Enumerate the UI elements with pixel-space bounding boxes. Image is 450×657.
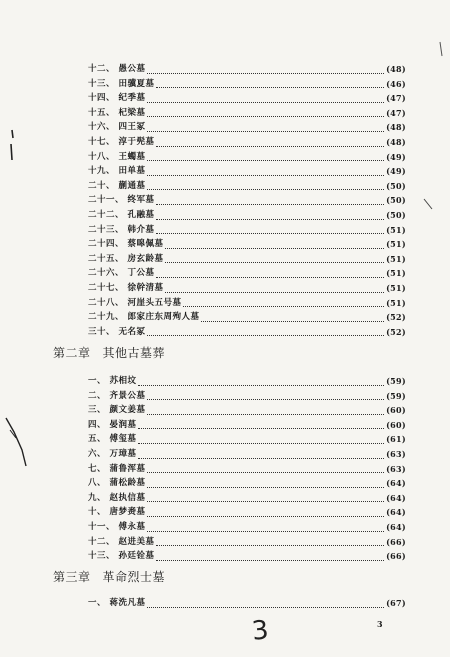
entry-page: (47) — [386, 93, 406, 104]
entry-title: 一、 蒋洗凡墓 — [88, 598, 146, 608]
entry-page: (63) — [386, 449, 406, 459]
entry-title: 三十、 无名冢 — [88, 326, 146, 337]
entry-page: (64) — [386, 522, 406, 532]
dot-leader — [201, 320, 384, 322]
toc-entry — [88, 78, 406, 91]
dot-leader — [156, 218, 384, 220]
toc-entry — [88, 136, 406, 149]
dot-leader — [147, 530, 384, 532]
toc-entry — [88, 448, 406, 461]
dot-leader — [138, 442, 384, 444]
entry-page: (51) — [386, 297, 406, 308]
dot-leader — [147, 486, 384, 488]
entry-page: (48) — [386, 64, 406, 74]
dot-leader — [147, 500, 384, 502]
toc-entry — [88, 297, 406, 310]
chapter-heading — [53, 344, 165, 362]
entry-title: 二十五、 房玄龄墓 — [88, 253, 164, 264]
entry-page: (48) — [386, 122, 406, 133]
toc-entry — [88, 463, 406, 476]
dot-leader — [147, 115, 384, 117]
entry-page: (50) — [386, 210, 406, 220]
entry-page: (51) — [386, 253, 406, 264]
entry-page: (64) — [386, 507, 406, 518]
toc-entry — [88, 419, 406, 432]
page-number: 3 — [377, 619, 383, 629]
dot-leader — [147, 101, 384, 103]
toc-entry — [88, 151, 406, 164]
dot-leader — [147, 188, 384, 190]
dot-leader — [156, 145, 384, 147]
toc-entry — [88, 194, 406, 207]
entry-page: (67) — [386, 598, 406, 608]
toc-entry — [88, 224, 406, 237]
entry-title: 二十九、 郎家庄东周殉人墓 — [88, 312, 200, 323]
toc-entry — [88, 477, 406, 490]
entry-title: 二、 齐景公墓 — [88, 390, 146, 401]
entry-title: 二十三、 韩介墓 — [88, 224, 155, 235]
entry-title: 十三、 孙廷铨墓 — [88, 551, 155, 562]
dot-leader — [147, 130, 384, 132]
entry-title: 二十、 蒯通墓 — [88, 180, 146, 191]
entry-page: (49) — [386, 166, 406, 177]
dot-leader — [165, 261, 384, 263]
entry-page: (60) — [386, 419, 406, 430]
toc-entry — [88, 63, 406, 76]
handwritten-number: 3 — [250, 615, 271, 647]
dot-leader — [156, 232, 384, 234]
dot-leader — [156, 86, 384, 88]
dot-leader — [147, 334, 384, 336]
chapter-title: 革命烈士墓 — [102, 570, 166, 584]
toc-entry — [88, 107, 406, 120]
entry-title: 十、 唐梦赉墓 — [88, 507, 146, 518]
entry-page: (51) — [386, 224, 406, 235]
dot-leader — [156, 276, 384, 278]
entry-page: (47) — [386, 107, 406, 118]
entry-title: 九、 赵执信墓 — [88, 492, 146, 503]
entry-page: (52) — [386, 326, 406, 337]
entry-page: (50) — [386, 195, 406, 206]
entry-page: (61) — [386, 434, 406, 445]
dot-leader — [147, 606, 384, 608]
scan-mark — [436, 40, 448, 60]
dot-leader — [147, 174, 384, 176]
entry-title: 二十七、 徐幹清墓 — [88, 283, 164, 293]
entry-title: 十四、 纪季墓 — [88, 93, 146, 104]
toc-entry — [88, 536, 406, 549]
entry-page: (46) — [386, 78, 406, 89]
entry-page: (60) — [386, 405, 406, 416]
entry-page: (59) — [386, 390, 406, 401]
entry-title: 五、 傅玺墓 — [88, 434, 137, 445]
toc-entry — [88, 180, 406, 193]
entry-page: (51) — [386, 283, 406, 293]
entry-title: 三、 颜文姜墓 — [88, 405, 146, 416]
toc-entry — [88, 521, 406, 534]
entry-page: (51) — [386, 239, 406, 250]
chapter-label: 第二章 — [53, 346, 91, 360]
dot-leader — [156, 544, 384, 546]
entry-page: (48) — [386, 137, 406, 147]
scan-mark — [0, 120, 30, 180]
dot-leader — [147, 515, 384, 517]
toc-entry — [88, 282, 406, 295]
toc-entry — [88, 375, 406, 388]
entry-title: 四、 晏润墓 — [88, 419, 137, 430]
dot-leader — [147, 413, 384, 415]
entry-page: (50) — [386, 180, 406, 191]
entry-title: 二十二、 孔融墓 — [88, 210, 155, 220]
toc-entry — [88, 165, 406, 178]
entry-title: 十三、 田骥夏墓 — [88, 78, 155, 89]
toc-entry — [88, 492, 406, 505]
dot-leader — [147, 72, 384, 74]
entry-title: 二十一、 终军墓 — [88, 195, 155, 206]
entry-title: 八、 蒲松龄墓 — [88, 478, 146, 489]
entry-page: (66) — [386, 536, 406, 547]
entry-page: (66) — [386, 551, 406, 562]
chapter-label: 第三章 — [53, 570, 91, 584]
dot-leader — [165, 247, 384, 249]
entry-title: 十九、 田单墓 — [88, 166, 146, 177]
entry-title: 七、 蒲鲁浑墓 — [88, 463, 146, 474]
dot-leader — [147, 159, 384, 161]
toc-entry — [88, 390, 406, 403]
toc-entry — [88, 597, 406, 610]
toc-entry — [88, 267, 406, 280]
dot-leader — [165, 291, 384, 293]
entry-title: 十二、 愚公墓 — [88, 64, 146, 74]
entry-title: 二十四、 蔡嗥佩墓 — [88, 239, 164, 250]
entry-page: (51) — [386, 268, 406, 279]
toc-entry — [88, 92, 406, 105]
dot-leader — [147, 398, 384, 400]
entry-page: (59) — [386, 376, 406, 386]
dot-leader — [147, 471, 384, 473]
entry-title: 十七、 淳于髡墓 — [88, 137, 155, 147]
dot-leader — [138, 457, 384, 459]
entry-title: 十五、 杞梁墓 — [88, 107, 146, 118]
entry-page: (64) — [386, 492, 406, 503]
entry-title: 十二、 赵进美墓 — [88, 536, 155, 547]
entry-title: 十六、 四王冢 — [88, 122, 146, 133]
toc-entry — [88, 326, 406, 339]
toc-entry — [88, 311, 406, 324]
entry-page: (49) — [386, 151, 406, 162]
chapter-title: 其他古墓葬 — [102, 346, 166, 360]
toc-entry — [88, 121, 406, 134]
entry-title: 六、 万璋墓 — [88, 449, 137, 459]
dot-leader — [156, 559, 384, 561]
chapter-heading — [53, 568, 165, 586]
dot-leader — [156, 203, 384, 205]
dot-leader — [183, 305, 384, 307]
toc-entry — [88, 433, 406, 446]
dot-leader — [138, 427, 384, 429]
toc-entry — [88, 506, 406, 519]
entry-title: 十八、 王蠋墓 — [88, 151, 146, 162]
scan-mark — [0, 410, 34, 480]
scan-mark — [420, 195, 440, 215]
entry-page: (64) — [386, 478, 406, 489]
entry-title: 二十八、 河崖头五号墓 — [88, 297, 182, 308]
entry-page: (52) — [386, 312, 406, 323]
toc-entry — [88, 253, 406, 266]
dot-leader — [138, 384, 384, 386]
entry-title: 二十六、 丁公墓 — [88, 268, 155, 279]
toc-entry — [88, 238, 406, 251]
toc-entry — [88, 209, 406, 222]
entry-title: 一、 苏相坟 — [88, 376, 137, 386]
toc-entry — [88, 404, 406, 417]
toc-entry — [88, 550, 406, 563]
entry-page: (63) — [386, 463, 406, 474]
entry-title: 十一、 傅永墓 — [88, 522, 146, 532]
